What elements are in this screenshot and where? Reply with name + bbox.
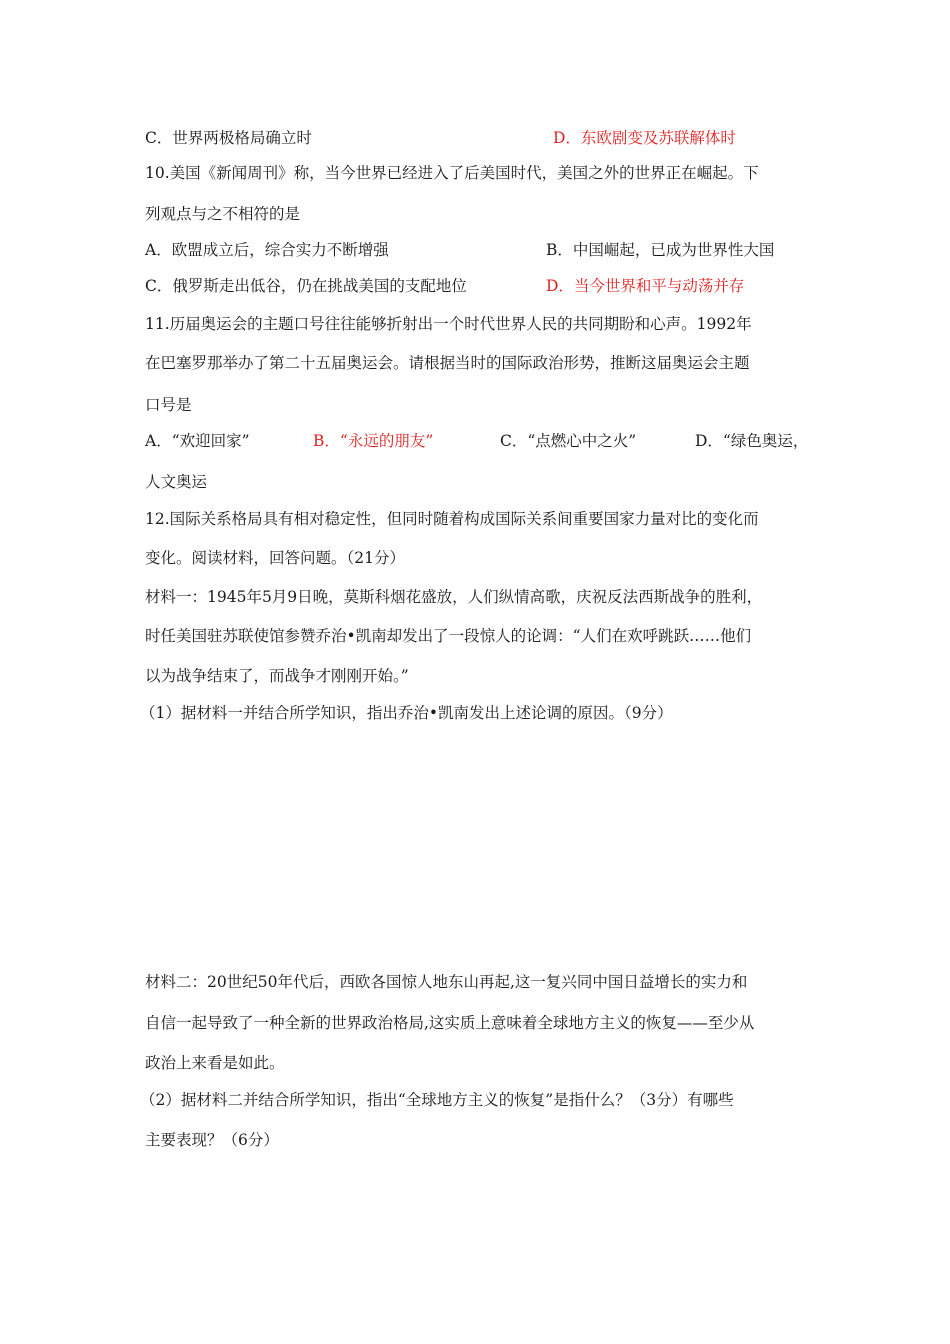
- q9-option-d-answer: D．东欧剧变及苏联解体时: [553, 129, 736, 147]
- q10-stem-line1: 10.美国《新闻周刊》称，当今世界已经进入了后美国时代，美国之外的世界正在崛起。下: [145, 164, 759, 182]
- q11-stem-line3: 口号是: [145, 396, 192, 414]
- q12-stem-line1: 12.国际关系格局具有相对稳定性，但同时随着构成国际关系间重要国家力量对比的变化而: [145, 510, 759, 528]
- q10-option-d-answer: D．当今世界和平与动荡并存: [546, 277, 745, 295]
- material2-line3: 政治上来看是如此。: [145, 1054, 285, 1072]
- question2-line1: （2）据材料二并结合所学知识，指出“全球地方主义的恢复”是指什么？（3分）有哪些: [140, 1091, 734, 1109]
- material1-line1: 材料一：1945年5月9日晚，莫斯科烟花盛放，人们纵情高歌，庆祝反法西斯战争的胜利，: [145, 588, 763, 606]
- q10-option-c: C．俄罗斯走出低谷，仍在挑战美国的支配地位: [145, 277, 467, 295]
- q11-option-a: A．“欢迎回家”: [145, 432, 250, 450]
- material1-line3: 以为战争结束了，而战争才刚刚开始。”: [145, 667, 409, 685]
- q11-stem-line1: 11.历届奥运会的主题口号往往能够折射出一个时代世界人民的共同期盼和心声。1992年: [145, 315, 752, 333]
- q9-option-c: C．世界两极格局确立时: [145, 129, 312, 147]
- q11-option-d-continued: 人文奥运: [145, 473, 208, 491]
- material2-line1: 材料二：20世纪50年代后，西欧各国惊人地东山再起,这一复兴同中国日益增长的实力和: [145, 973, 748, 991]
- q12-stem-line2: 变化。阅读材料，回答问题。（21分）: [145, 549, 405, 567]
- material2-line2: 自信一起导致了一种全新的世界政治格局,这实质上意味着全球地方主义的恢复——至少从: [145, 1014, 755, 1032]
- q11-option-c: C．“点燃心中之火”: [500, 432, 637, 450]
- q10-option-b: B．中国崛起，已成为世界性大国: [546, 241, 775, 259]
- q11-stem-line2: 在巴塞罗那举办了第二十五届奥运会。请根据当时的国际政治形势，推断这届奥运会主题: [145, 354, 750, 372]
- q10-stem-line2: 列观点与之不相符的是: [145, 205, 301, 223]
- q11-option-b-answer: B．“永远的朋友”: [313, 432, 434, 450]
- question2-line2: 主要表现？（6分）: [145, 1131, 279, 1149]
- question1: （1）据材料一并结合所学知识，指出乔治•凯南发出上述论调的原因。（9分）: [140, 704, 673, 722]
- material1-line2: 时任美国驻苏联使馆参赞乔治•凯南却发出了一段惊人的论调：“人们在欢呼跳跃……他们: [145, 627, 752, 645]
- q10-option-a: A．欧盟成立后，综合实力不断增强: [145, 241, 389, 259]
- q11-option-d: D．“绿色奥运，: [695, 432, 809, 450]
